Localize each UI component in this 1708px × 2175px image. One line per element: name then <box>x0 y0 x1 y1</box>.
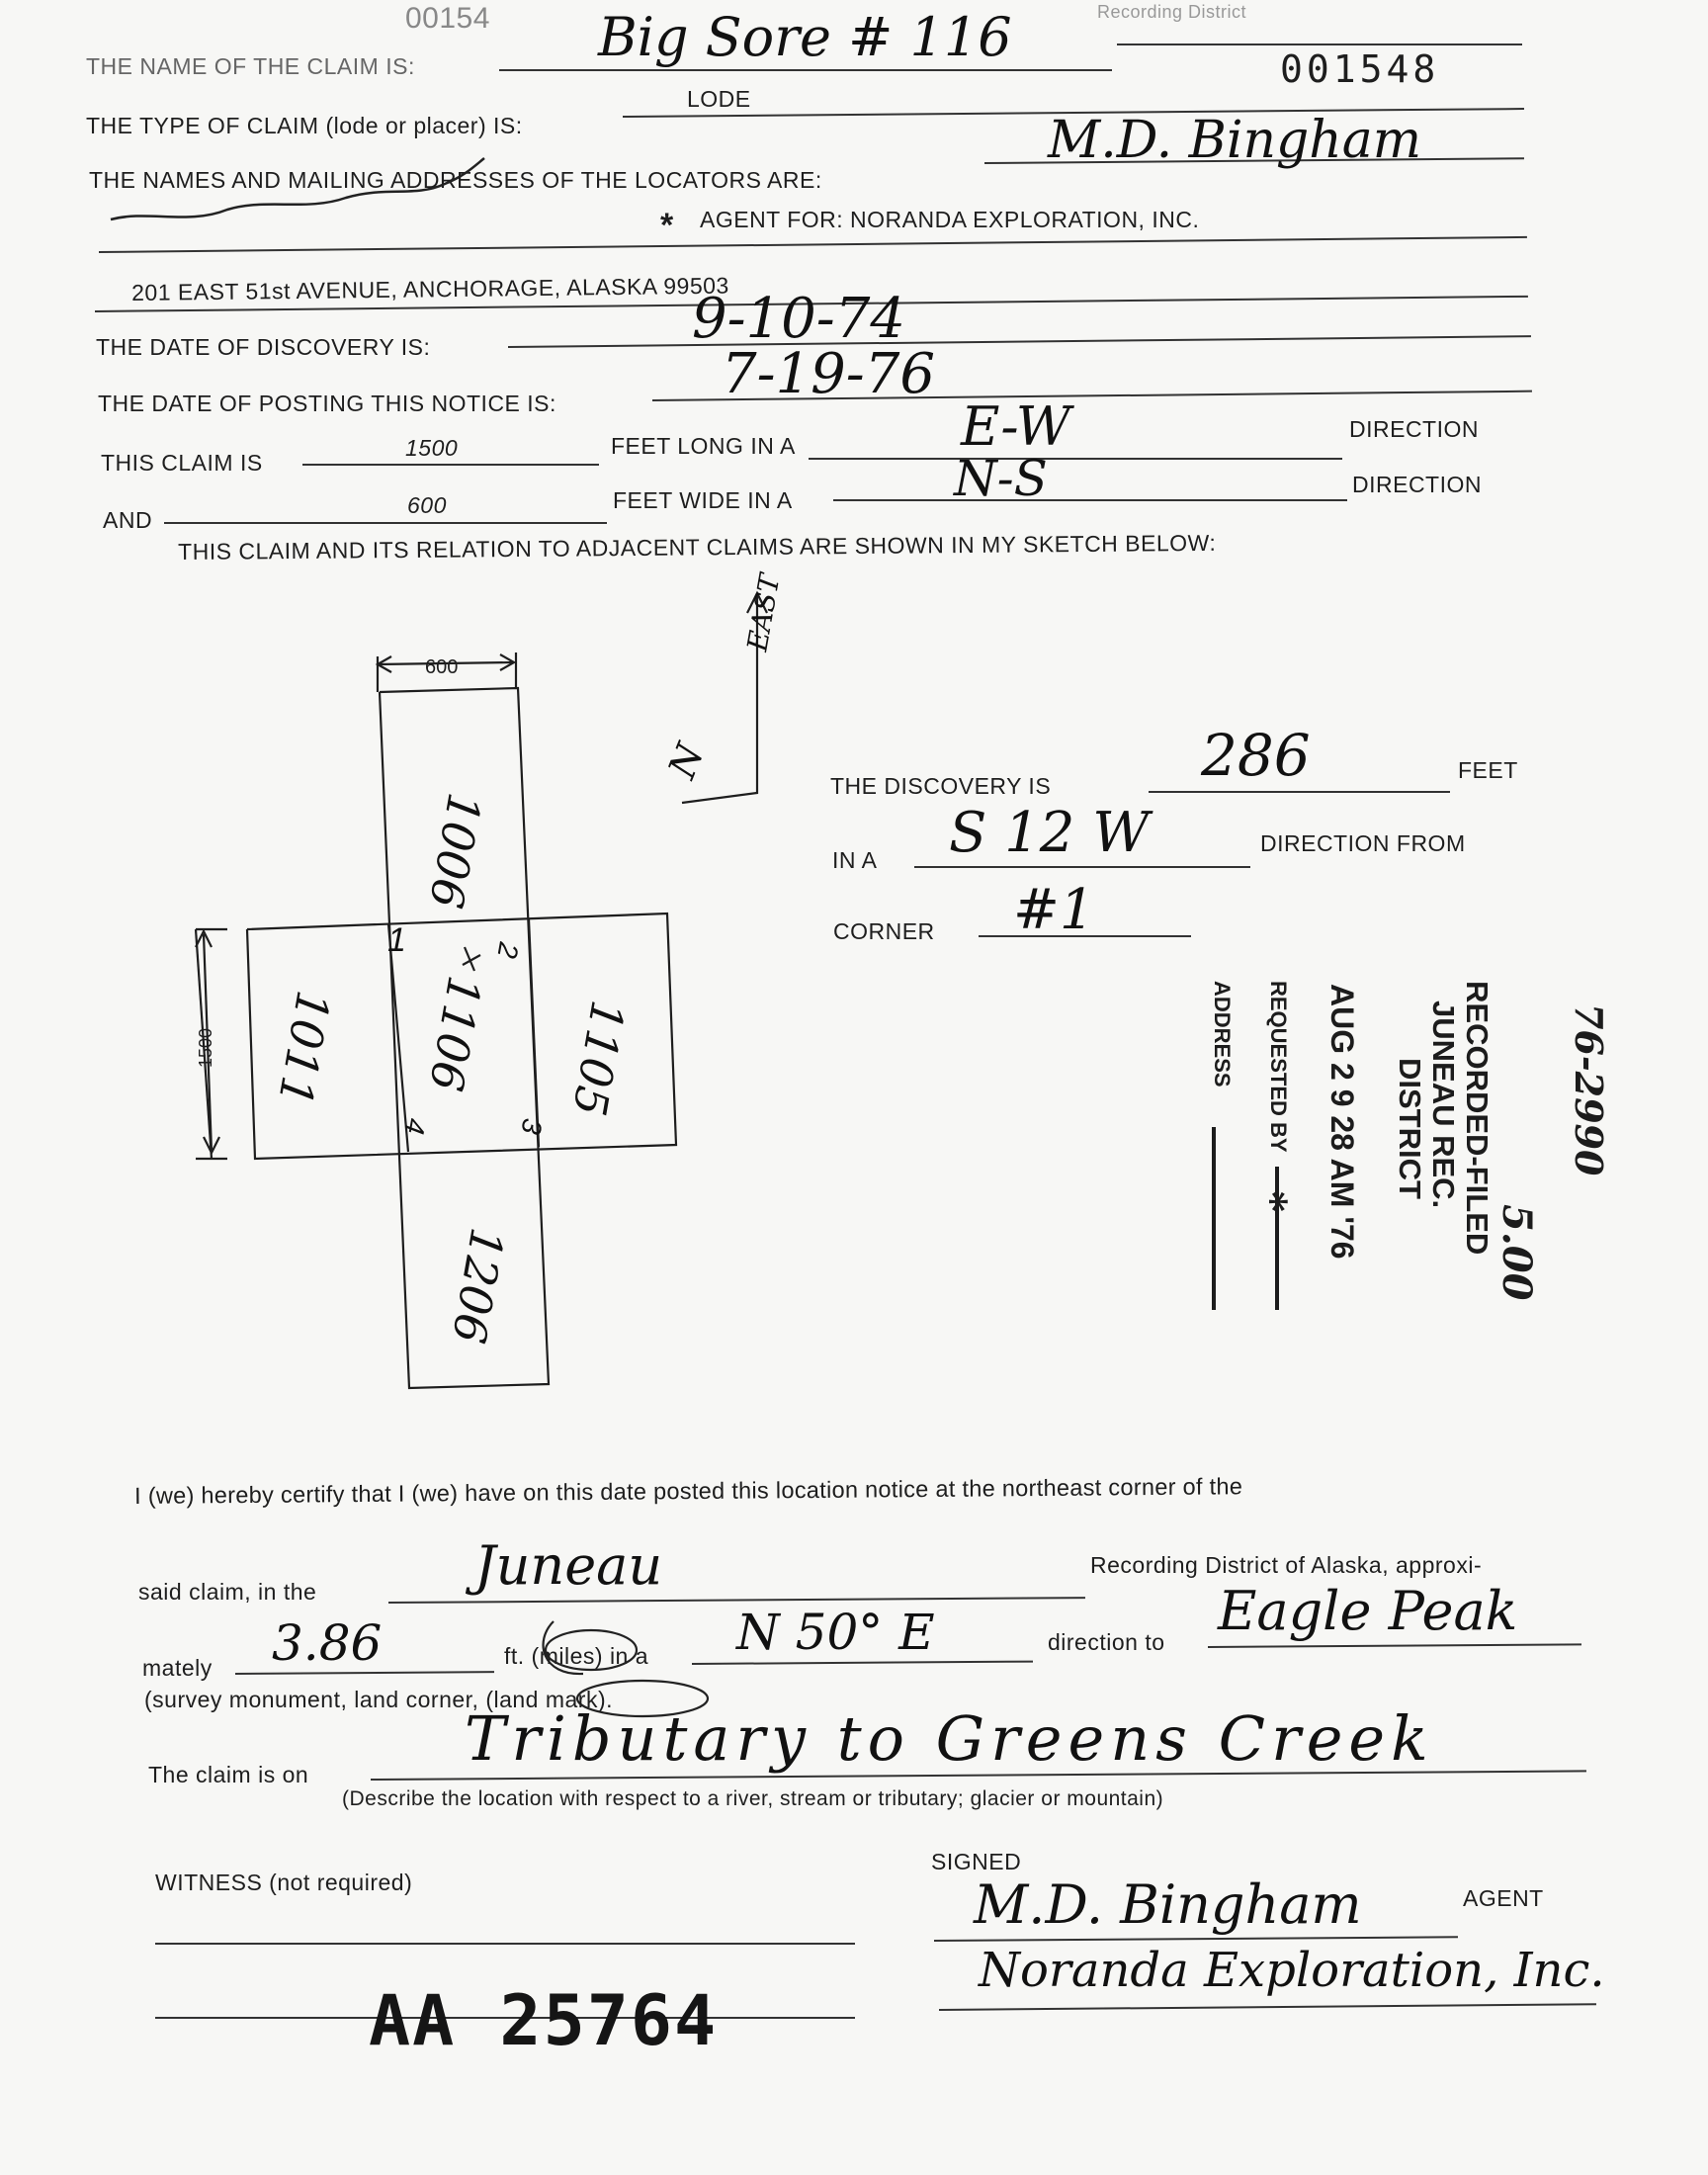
length-label: THIS CLAIM IS <box>101 450 263 476</box>
sketch-corner-1: 1 <box>387 921 406 959</box>
discovery-label-3: IN A <box>832 847 878 873</box>
sketch-claim-left: 1011 <box>267 987 341 1110</box>
stamp-office: JUNEAU REC. <box>1426 1000 1461 1209</box>
width-label: AND <box>103 507 153 533</box>
discovery-direction-value: S 12 W <box>949 801 1150 865</box>
certification-line-1: I (we) hereby certify that I (we) have on this date posted this location notice at the northeast corner of the <box>134 1473 1243 1509</box>
sketch-claim-top: 1006 <box>418 789 492 913</box>
length-value: 1500 <box>405 435 459 461</box>
approx-distance-value: 3.86 <box>272 1614 383 1672</box>
approx-direction-value: N 50° E <box>736 1604 935 1661</box>
sketch-claim-center: 1106 <box>418 972 492 1095</box>
claim-location-hint: (Describe the location with respect to a river, stream or tributary; glacier or mountain) <box>342 1787 1164 1810</box>
stamp-requested-mark: * <box>1248 1191 1295 1212</box>
sketch-corner-2: 2 <box>491 939 525 961</box>
certification-direction-to: direction to <box>1048 1629 1165 1655</box>
certification-said-claim: said claim, in the <box>138 1579 317 1605</box>
length-direction-value: E-W <box>961 395 1071 458</box>
stamp-district: DISTRICT <box>1393 1058 1427 1199</box>
sketch-north-label: N <box>659 738 713 785</box>
sketch-corner-4: 4 <box>398 1115 432 1137</box>
document-number: AA 25764 <box>369 1980 719 2061</box>
serial-number: 001548 <box>1280 47 1440 91</box>
certification-miles-in-a: ft. (miles) in a <box>504 1643 649 1669</box>
sketch-east-label: EAST <box>740 571 787 654</box>
width-direction-word: DIRECTION <box>1352 472 1482 497</box>
discovery-label-5: CORNER <box>833 918 935 944</box>
posting-date-label: THE DATE OF POSTING THIS NOTICE IS: <box>98 391 556 416</box>
claim-type-label: THE TYPE OF CLAIM (lode or placer) IS: <box>86 113 523 138</box>
stamp-recorded: RECORDED-FILED <box>1460 981 1494 1256</box>
landmark-value: Eagle Peak <box>1218 1580 1518 1642</box>
agent-asterisk: * <box>660 207 674 244</box>
width-value: 600 <box>407 492 447 518</box>
discovery-label-1: THE DISCOVERY IS <box>830 773 1052 799</box>
stamp-fee: 5.00 <box>1494 1204 1540 1301</box>
stamp-date: AUG 2 9 28 AM '76 <box>1324 984 1360 1260</box>
signer-value: M.D. Bingham <box>974 1873 1362 1936</box>
claim-location-value: Tributary to Greens Creek <box>465 1702 1434 1775</box>
certification-mately: mately <box>142 1655 213 1681</box>
sketch-statement: THIS CLAIM AND ITS RELATION TO ADJACENT CLAIMS ARE SHOWN IN MY SKETCH BELOW: <box>178 529 1217 565</box>
discovery-date-label: THE DATE OF DISCOVERY IS: <box>96 334 431 360</box>
width-label-2: FEET WIDE IN A <box>613 487 793 513</box>
certification-recording-district: Recording District of Alaska, approxi- <box>1090 1552 1483 1578</box>
posting-date-value: 7-19-76 <box>722 342 935 406</box>
discovery-corner-value: #1 <box>1013 878 1095 942</box>
discovery-label-2: FEET <box>1458 757 1518 783</box>
claim-name-value: Big Sore # 116 <box>598 6 1012 68</box>
stamp-address: ADDRESS <box>1210 981 1235 1088</box>
claim-type-value: LODE <box>687 86 751 112</box>
length-label-2: FEET LONG IN A <box>611 433 796 459</box>
sketch-claim-right: 1105 <box>561 997 636 1120</box>
witness-label: WITNESS (not required) <box>155 1870 413 1895</box>
sketch-corner-3: 3 <box>515 1115 549 1137</box>
witness-line-1 <box>155 1943 855 1945</box>
agent-line: AGENT FOR: NORANDA EXPLORATION, INC. <box>700 207 1200 232</box>
locators-value: M.D. Bingham <box>1048 111 1422 170</box>
agent-label: AGENT <box>1463 1885 1544 1911</box>
discovery-distance-value: 286 <box>1201 722 1311 789</box>
width-direction-value: N-S <box>954 450 1048 507</box>
certification-survey-monument: (survey monument, land corner, (land mark). <box>144 1687 614 1712</box>
discovery-date-value: 9-10-74 <box>692 287 905 351</box>
length-direction-word: DIRECTION <box>1349 416 1479 442</box>
stamp-requested-by: REQUESTED BY <box>1266 981 1291 1153</box>
locators-label: THE NAMES AND MAILING ADDRESSES OF THE LOCATORS ARE: <box>89 167 822 193</box>
sketch-claim-bottom: 1206 <box>441 1224 515 1348</box>
stamp-number: 76-2990 <box>1567 1003 1611 1176</box>
signed-label: SIGNED <box>931 1849 1022 1874</box>
top-right-fragment: Recording District <box>1097 2 1247 22</box>
address-line: 201 EAST 51st AVENUE, ANCHORAGE, ALASKA 99503 <box>131 272 729 305</box>
discovery-label-4: DIRECTION FROM <box>1260 830 1466 856</box>
company-value: Noranda Exploration, Inc. <box>979 1943 1605 1998</box>
top-fragment: 00154 <box>405 2 490 35</box>
sketch-width-dim: 600 <box>425 656 459 678</box>
sketch-length-dim: 1500 <box>196 1027 215 1068</box>
claim-name-label: THE NAME OF THE CLAIM IS: <box>86 53 415 79</box>
district-value: Juneau <box>474 1534 663 1597</box>
claim-location-label: The claim is on <box>148 1762 309 1787</box>
